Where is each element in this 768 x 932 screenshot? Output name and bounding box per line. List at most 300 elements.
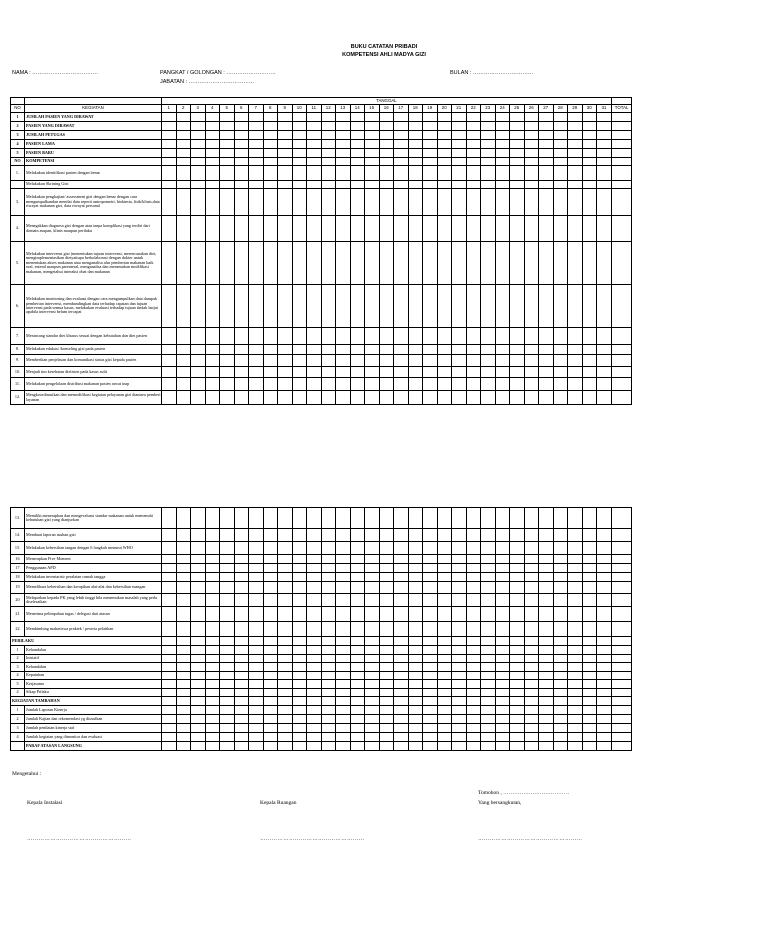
total-cell[interactable]: [611, 594, 632, 607]
day-entry-cell[interactable]: [191, 697, 206, 706]
day-entry-cell[interactable]: [176, 113, 191, 122]
day-entry-cell[interactable]: [278, 131, 293, 140]
day-entry-cell[interactable]: [321, 680, 336, 689]
day-entry-cell[interactable]: [307, 113, 322, 122]
day-entry-cell[interactable]: [292, 582, 307, 594]
day-entry-cell[interactable]: [263, 688, 278, 697]
day-entry-cell[interactable]: [205, 166, 220, 181]
day-entry-cell[interactable]: [466, 680, 481, 689]
day-entry-cell[interactable]: [220, 181, 235, 189]
day-entry-cell[interactable]: [510, 345, 525, 355]
day-entry-cell[interactable]: [539, 706, 554, 715]
day-entry-cell[interactable]: [365, 594, 380, 607]
day-entry-cell[interactable]: [437, 378, 452, 391]
day-entry-cell[interactable]: [597, 158, 612, 166]
day-entry-cell[interactable]: [205, 131, 220, 140]
day-entry-cell[interactable]: [307, 637, 322, 646]
day-entry-cell[interactable]: [205, 724, 220, 733]
day-entry-cell[interactable]: [452, 688, 467, 697]
day-entry-cell[interactable]: [278, 367, 293, 378]
day-entry-cell[interactable]: [423, 542, 438, 555]
day-entry-cell[interactable]: [162, 285, 177, 328]
day-entry-cell[interactable]: [379, 158, 394, 166]
day-entry-cell[interactable]: [263, 555, 278, 564]
day-entry-cell[interactable]: [495, 715, 510, 724]
day-entry-cell[interactable]: [234, 706, 249, 715]
day-entry-cell[interactable]: [481, 189, 496, 216]
day-entry-cell[interactable]: [408, 663, 423, 672]
day-entry-cell[interactable]: [437, 564, 452, 573]
day-entry-cell[interactable]: [263, 529, 278, 542]
day-entry-cell[interactable]: [597, 122, 612, 131]
day-entry-cell[interactable]: [263, 131, 278, 140]
day-entry-cell[interactable]: [510, 555, 525, 564]
day-entry-cell[interactable]: [452, 158, 467, 166]
day-entry-cell[interactable]: [292, 742, 307, 751]
day-entry-cell[interactable]: [205, 663, 220, 672]
day-entry-cell[interactable]: [365, 285, 380, 328]
day-entry-cell[interactable]: [350, 131, 365, 140]
day-entry-cell[interactable]: [539, 646, 554, 655]
day-entry-cell[interactable]: [278, 663, 293, 672]
day-entry-cell[interactable]: [292, 285, 307, 328]
day-entry-cell[interactable]: [176, 573, 191, 582]
day-entry-cell[interactable]: [408, 158, 423, 166]
day-entry-cell[interactable]: [597, 573, 612, 582]
day-entry-cell[interactable]: [263, 367, 278, 378]
day-entry-cell[interactable]: [466, 158, 481, 166]
day-entry-cell[interactable]: [582, 166, 597, 181]
day-entry-cell[interactable]: [176, 646, 191, 655]
day-entry-cell[interactable]: [321, 131, 336, 140]
day-entry-cell[interactable]: [524, 607, 539, 622]
day-entry-cell[interactable]: [365, 216, 380, 242]
day-entry-cell[interactable]: [292, 508, 307, 529]
day-entry-cell[interactable]: [495, 688, 510, 697]
day-entry-cell[interactable]: [292, 216, 307, 242]
day-entry-cell[interactable]: [176, 706, 191, 715]
day-entry-cell[interactable]: [321, 706, 336, 715]
day-entry-cell[interactable]: [524, 542, 539, 555]
day-entry-cell[interactable]: [350, 149, 365, 158]
day-entry-cell[interactable]: [466, 594, 481, 607]
day-entry-cell[interactable]: [292, 355, 307, 367]
total-cell[interactable]: [611, 285, 632, 328]
day-entry-cell[interactable]: [176, 140, 191, 149]
day-entry-cell[interactable]: [234, 328, 249, 345]
day-entry-cell[interactable]: [162, 508, 177, 529]
day-entry-cell[interactable]: [481, 131, 496, 140]
day-entry-cell[interactable]: [553, 378, 568, 391]
day-entry-cell[interactable]: [336, 680, 351, 689]
total-cell[interactable]: [611, 680, 632, 689]
day-entry-cell[interactable]: [597, 697, 612, 706]
day-entry-cell[interactable]: [568, 671, 583, 680]
day-entry-cell[interactable]: [292, 680, 307, 689]
day-entry-cell[interactable]: [437, 355, 452, 367]
day-entry-cell[interactable]: [350, 663, 365, 672]
day-entry-cell[interactable]: [176, 508, 191, 529]
day-entry-cell[interactable]: [263, 564, 278, 573]
day-entry-cell[interactable]: [408, 622, 423, 637]
day-entry-cell[interactable]: [597, 607, 612, 622]
day-entry-cell[interactable]: [350, 189, 365, 216]
day-entry-cell[interactable]: [365, 140, 380, 149]
day-entry-cell[interactable]: [394, 131, 409, 140]
day-entry-cell[interactable]: [437, 646, 452, 655]
day-entry-cell[interactable]: [365, 345, 380, 355]
day-entry-cell[interactable]: [176, 391, 191, 405]
total-cell[interactable]: [611, 345, 632, 355]
day-entry-cell[interactable]: [394, 113, 409, 122]
day-entry-cell[interactable]: [292, 149, 307, 158]
day-entry-cell[interactable]: [423, 622, 438, 637]
day-entry-cell[interactable]: [307, 529, 322, 542]
day-entry-cell[interactable]: [553, 285, 568, 328]
day-entry-cell[interactable]: [553, 216, 568, 242]
day-entry-cell[interactable]: [205, 573, 220, 582]
day-entry-cell[interactable]: [495, 607, 510, 622]
day-entry-cell[interactable]: [423, 654, 438, 663]
day-entry-cell[interactable]: [597, 637, 612, 646]
day-entry-cell[interactable]: [510, 622, 525, 637]
day-entry-cell[interactable]: [582, 122, 597, 131]
day-entry-cell[interactable]: [495, 355, 510, 367]
day-entry-cell[interactable]: [582, 637, 597, 646]
day-entry-cell[interactable]: [234, 555, 249, 564]
day-entry-cell[interactable]: [437, 131, 452, 140]
day-entry-cell[interactable]: [553, 542, 568, 555]
day-entry-cell[interactable]: [423, 189, 438, 216]
total-cell[interactable]: [611, 742, 632, 751]
day-entry-cell[interactable]: [292, 378, 307, 391]
day-entry-cell[interactable]: [191, 508, 206, 529]
day-entry-cell[interactable]: [263, 378, 278, 391]
day-entry-cell[interactable]: [539, 181, 554, 189]
day-entry-cell[interactable]: [568, 680, 583, 689]
day-entry-cell[interactable]: [423, 216, 438, 242]
day-entry-cell[interactable]: [394, 555, 409, 564]
total-cell[interactable]: [611, 637, 632, 646]
day-entry-cell[interactable]: [510, 715, 525, 724]
day-entry-cell[interactable]: [553, 671, 568, 680]
day-entry-cell[interactable]: [568, 355, 583, 367]
day-entry-cell[interactable]: [481, 671, 496, 680]
day-entry-cell[interactable]: [379, 555, 394, 564]
day-entry-cell[interactable]: [597, 594, 612, 607]
day-entry-cell[interactable]: [350, 573, 365, 582]
day-entry-cell[interactable]: [394, 542, 409, 555]
day-entry-cell[interactable]: [510, 542, 525, 555]
day-entry-cell[interactable]: [524, 715, 539, 724]
day-entry-cell[interactable]: [249, 508, 264, 529]
day-entry-cell[interactable]: [176, 715, 191, 724]
day-entry-cell[interactable]: [597, 508, 612, 529]
day-entry-cell[interactable]: [452, 378, 467, 391]
day-entry-cell[interactable]: [278, 555, 293, 564]
day-entry-cell[interactable]: [394, 189, 409, 216]
day-entry-cell[interactable]: [437, 391, 452, 405]
day-entry-cell[interactable]: [495, 646, 510, 655]
day-entry-cell[interactable]: [452, 715, 467, 724]
day-entry-cell[interactable]: [191, 355, 206, 367]
total-cell[interactable]: [611, 113, 632, 122]
day-entry-cell[interactable]: [249, 367, 264, 378]
day-entry-cell[interactable]: [495, 742, 510, 751]
day-entry-cell[interactable]: [176, 622, 191, 637]
day-entry-cell[interactable]: [510, 181, 525, 189]
day-entry-cell[interactable]: [365, 646, 380, 655]
day-entry-cell[interactable]: [539, 564, 554, 573]
day-entry-cell[interactable]: [263, 671, 278, 680]
day-entry-cell[interactable]: [553, 654, 568, 663]
day-entry-cell[interactable]: [568, 391, 583, 405]
day-entry-cell[interactable]: [495, 149, 510, 158]
day-entry-cell[interactable]: [582, 607, 597, 622]
day-entry-cell[interactable]: [568, 328, 583, 345]
total-cell[interactable]: [611, 663, 632, 672]
day-entry-cell[interactable]: [466, 733, 481, 742]
day-entry-cell[interactable]: [394, 391, 409, 405]
day-entry-cell[interactable]: [379, 680, 394, 689]
day-entry-cell[interactable]: [394, 594, 409, 607]
day-entry-cell[interactable]: [176, 582, 191, 594]
day-entry-cell[interactable]: [510, 733, 525, 742]
day-entry-cell[interactable]: [379, 149, 394, 158]
day-entry-cell[interactable]: [379, 181, 394, 189]
day-entry-cell[interactable]: [263, 285, 278, 328]
day-entry-cell[interactable]: [452, 706, 467, 715]
day-entry-cell[interactable]: [365, 158, 380, 166]
day-entry-cell[interactable]: [191, 671, 206, 680]
day-entry-cell[interactable]: [568, 564, 583, 573]
day-entry-cell[interactable]: [394, 637, 409, 646]
day-entry-cell[interactable]: [321, 345, 336, 355]
day-entry-cell[interactable]: [582, 594, 597, 607]
day-entry-cell[interactable]: [582, 378, 597, 391]
day-entry-cell[interactable]: [582, 181, 597, 189]
day-entry-cell[interactable]: [495, 582, 510, 594]
day-entry-cell[interactable]: [582, 688, 597, 697]
day-entry-cell[interactable]: [539, 742, 554, 751]
day-entry-cell[interactable]: [466, 122, 481, 131]
day-entry-cell[interactable]: [481, 242, 496, 285]
total-cell[interactable]: [611, 573, 632, 582]
day-entry-cell[interactable]: [220, 391, 235, 405]
day-entry-cell[interactable]: [278, 285, 293, 328]
day-entry-cell[interactable]: [568, 149, 583, 158]
day-entry-cell[interactable]: [292, 542, 307, 555]
day-entry-cell[interactable]: [408, 216, 423, 242]
day-entry-cell[interactable]: [191, 149, 206, 158]
day-entry-cell[interactable]: [452, 654, 467, 663]
day-entry-cell[interactable]: [510, 607, 525, 622]
day-entry-cell[interactable]: [423, 529, 438, 542]
day-entry-cell[interactable]: [379, 663, 394, 672]
day-entry-cell[interactable]: [205, 140, 220, 149]
day-entry-cell[interactable]: [249, 242, 264, 285]
day-entry-cell[interactable]: [205, 542, 220, 555]
day-entry-cell[interactable]: [249, 646, 264, 655]
day-entry-cell[interactable]: [539, 216, 554, 242]
day-entry-cell[interactable]: [350, 697, 365, 706]
day-entry-cell[interactable]: [495, 697, 510, 706]
day-entry-cell[interactable]: [452, 131, 467, 140]
day-entry-cell[interactable]: [510, 582, 525, 594]
day-entry-cell[interactable]: [249, 345, 264, 355]
day-entry-cell[interactable]: [278, 122, 293, 131]
day-entry-cell[interactable]: [307, 733, 322, 742]
day-entry-cell[interactable]: [466, 508, 481, 529]
day-entry-cell[interactable]: [365, 573, 380, 582]
day-entry-cell[interactable]: [466, 216, 481, 242]
day-entry-cell[interactable]: [466, 355, 481, 367]
day-entry-cell[interactable]: [495, 622, 510, 637]
total-cell[interactable]: [611, 140, 632, 149]
day-entry-cell[interactable]: [350, 654, 365, 663]
total-cell[interactable]: [611, 131, 632, 140]
day-entry-cell[interactable]: [234, 573, 249, 582]
day-entry-cell[interactable]: [539, 345, 554, 355]
day-entry-cell[interactable]: [205, 654, 220, 663]
day-entry-cell[interactable]: [568, 189, 583, 216]
day-entry-cell[interactable]: [452, 742, 467, 751]
day-entry-cell[interactable]: [350, 529, 365, 542]
day-entry-cell[interactable]: [162, 573, 177, 582]
day-entry-cell[interactable]: [582, 216, 597, 242]
day-entry-cell[interactable]: [495, 122, 510, 131]
day-entry-cell[interactable]: [220, 345, 235, 355]
day-entry-cell[interactable]: [597, 529, 612, 542]
day-entry-cell[interactable]: [307, 122, 322, 131]
day-entry-cell[interactable]: [336, 166, 351, 181]
day-entry-cell[interactable]: [263, 594, 278, 607]
day-entry-cell[interactable]: [176, 654, 191, 663]
day-entry-cell[interactable]: [597, 131, 612, 140]
day-entry-cell[interactable]: [379, 724, 394, 733]
day-entry-cell[interactable]: [568, 637, 583, 646]
day-entry-cell[interactable]: [162, 391, 177, 405]
day-entry-cell[interactable]: [234, 131, 249, 140]
day-entry-cell[interactable]: [249, 715, 264, 724]
day-entry-cell[interactable]: [350, 158, 365, 166]
day-entry-cell[interactable]: [365, 328, 380, 345]
day-entry-cell[interactable]: [307, 345, 322, 355]
day-entry-cell[interactable]: [321, 113, 336, 122]
day-entry-cell[interactable]: [394, 355, 409, 367]
day-entry-cell[interactable]: [597, 328, 612, 345]
day-entry-cell[interactable]: [539, 158, 554, 166]
day-entry-cell[interactable]: [481, 149, 496, 158]
day-entry-cell[interactable]: [350, 622, 365, 637]
day-entry-cell[interactable]: [336, 622, 351, 637]
day-entry-cell[interactable]: [481, 285, 496, 328]
day-entry-cell[interactable]: [176, 355, 191, 367]
day-entry-cell[interactable]: [568, 140, 583, 149]
day-entry-cell[interactable]: [176, 529, 191, 542]
day-entry-cell[interactable]: [394, 122, 409, 131]
day-entry-cell[interactable]: [234, 724, 249, 733]
day-entry-cell[interactable]: [481, 508, 496, 529]
day-entry-cell[interactable]: [423, 733, 438, 742]
day-entry-cell[interactable]: [495, 529, 510, 542]
day-entry-cell[interactable]: [365, 697, 380, 706]
day-entry-cell[interactable]: [220, 166, 235, 181]
day-entry-cell[interactable]: [423, 706, 438, 715]
day-entry-cell[interactable]: [336, 149, 351, 158]
day-entry-cell[interactable]: [568, 158, 583, 166]
day-entry-cell[interactable]: [249, 654, 264, 663]
day-entry-cell[interactable]: [394, 573, 409, 582]
day-entry-cell[interactable]: [176, 242, 191, 285]
day-entry-cell[interactable]: [524, 688, 539, 697]
day-entry-cell[interactable]: [336, 122, 351, 131]
day-entry-cell[interactable]: [321, 622, 336, 637]
day-entry-cell[interactable]: [539, 724, 554, 733]
day-entry-cell[interactable]: [524, 345, 539, 355]
day-entry-cell[interactable]: [278, 607, 293, 622]
day-entry-cell[interactable]: [321, 355, 336, 367]
day-entry-cell[interactable]: [553, 391, 568, 405]
day-entry-cell[interactable]: [423, 378, 438, 391]
day-entry-cell[interactable]: [379, 622, 394, 637]
day-entry-cell[interactable]: [379, 688, 394, 697]
day-entry-cell[interactable]: [220, 688, 235, 697]
day-entry-cell[interactable]: [437, 242, 452, 285]
day-entry-cell[interactable]: [379, 122, 394, 131]
day-entry-cell[interactable]: [524, 158, 539, 166]
day-entry-cell[interactable]: [408, 555, 423, 564]
day-entry-cell[interactable]: [481, 646, 496, 655]
day-entry-cell[interactable]: [191, 529, 206, 542]
day-entry-cell[interactable]: [191, 582, 206, 594]
day-entry-cell[interactable]: [524, 378, 539, 391]
day-entry-cell[interactable]: [249, 706, 264, 715]
day-entry-cell[interactable]: [307, 508, 322, 529]
day-entry-cell[interactable]: [394, 564, 409, 573]
day-entry-cell[interactable]: [466, 697, 481, 706]
day-entry-cell[interactable]: [278, 688, 293, 697]
day-entry-cell[interactable]: [321, 646, 336, 655]
day-entry-cell[interactable]: [350, 671, 365, 680]
day-entry-cell[interactable]: [510, 697, 525, 706]
day-entry-cell[interactable]: [292, 113, 307, 122]
day-entry-cell[interactable]: [466, 328, 481, 345]
day-entry-cell[interactable]: [481, 594, 496, 607]
day-entry-cell[interactable]: [495, 216, 510, 242]
day-entry-cell[interactable]: [379, 654, 394, 663]
day-entry-cell[interactable]: [408, 367, 423, 378]
day-entry-cell[interactable]: [205, 555, 220, 564]
day-entry-cell[interactable]: [191, 742, 206, 751]
day-entry-cell[interactable]: [321, 158, 336, 166]
day-entry-cell[interactable]: [162, 733, 177, 742]
day-entry-cell[interactable]: [510, 140, 525, 149]
day-entry-cell[interactable]: [292, 328, 307, 345]
day-entry-cell[interactable]: [350, 508, 365, 529]
day-entry-cell[interactable]: [278, 564, 293, 573]
day-entry-cell[interactable]: [394, 715, 409, 724]
day-entry-cell[interactable]: [191, 573, 206, 582]
day-entry-cell[interactable]: [220, 594, 235, 607]
day-entry-cell[interactable]: [582, 671, 597, 680]
day-entry-cell[interactable]: [278, 149, 293, 158]
day-entry-cell[interactable]: [408, 391, 423, 405]
day-entry-cell[interactable]: [452, 542, 467, 555]
day-entry-cell[interactable]: [234, 355, 249, 367]
day-entry-cell[interactable]: [205, 582, 220, 594]
day-entry-cell[interactable]: [452, 637, 467, 646]
